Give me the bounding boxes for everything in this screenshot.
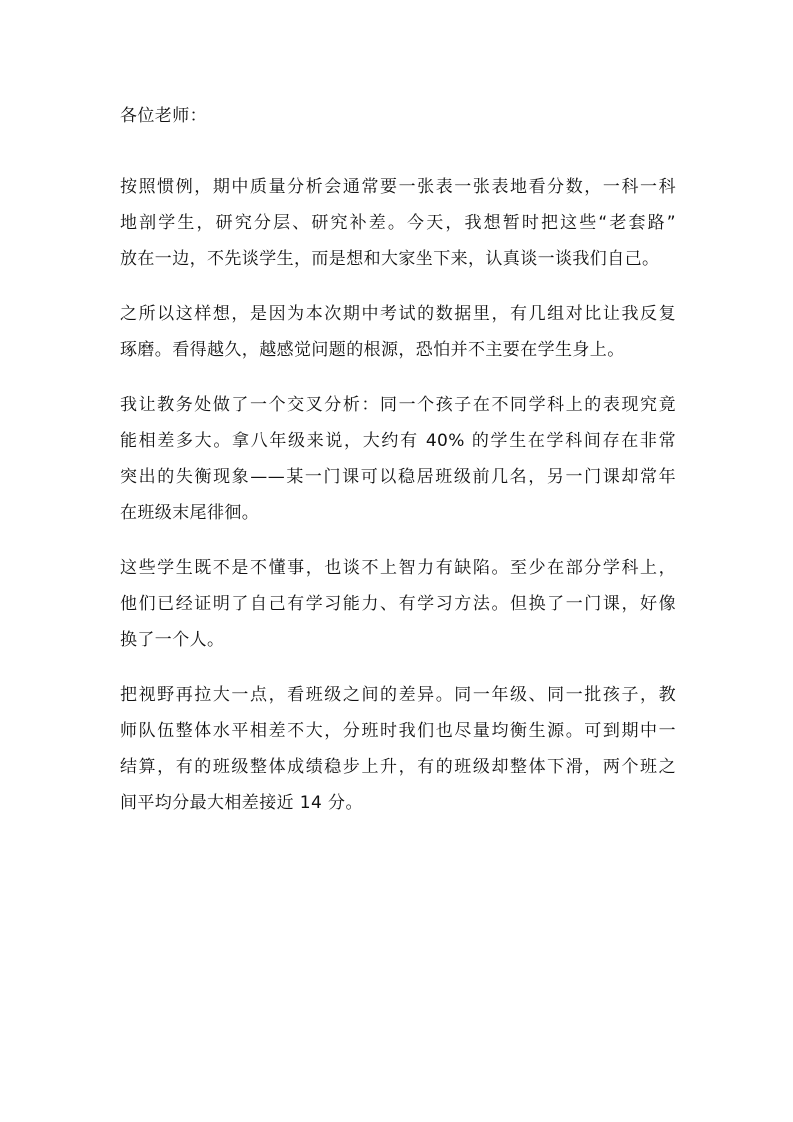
paragraph-line: 我让教务处做了一个交叉分析：同一个孩子在不同学科上的表现究竟	[120, 395, 676, 415]
paragraph-line: 师队伍整体水平相差不大，分班时我们也尽量均衡生源。可到期中一	[120, 721, 676, 741]
paragraph-line: 换了一个人。	[120, 630, 225, 650]
paragraph-line: 放在一边，不先谈学生，而是想和大家坐下来，认真谈一谈我们自己。	[120, 249, 660, 269]
paragraph-2	[120, 296, 676, 368]
paragraph-5	[120, 677, 676, 821]
paragraph-4	[120, 550, 676, 658]
paragraph-line: 结算，有的班级整体成绩稳步上升，有的班级却整体下滑，两个班之	[120, 757, 676, 777]
paragraph-line: 这些学生既不是不懂事，也谈不上智力有缺陷。至少在部分学科上，	[120, 558, 676, 578]
paragraph-line: 琢磨。看得越久，越感觉问题的根源，恐怕并不主要在学生身上。	[120, 340, 625, 360]
paragraph-3	[120, 387, 676, 531]
paragraph-line: 把视野再拉大一点，看班级之间的差异。同一年级、同一批孩子，教	[120, 685, 676, 705]
paragraph-line: 按照惯例，期中质量分析会通常要一张表一张表地看分数，一科一科	[120, 177, 676, 197]
document-body	[120, 98, 676, 840]
paragraph-line: 在班级末尾徘徊。	[120, 503, 260, 523]
paragraph-line: 地剖学生，研究分层、研究补差。今天，我想暂时把这些“老套路”	[120, 213, 676, 233]
paragraph-1	[120, 169, 676, 277]
paragraph-line: 能相差多大。拿八年级来说，大约有 40% 的学生在学科间存在非常	[120, 431, 676, 451]
paragraph-line: 他们已经证明了自己有学习能力、有学习方法。但换了一门课，好像	[120, 594, 676, 614]
greeting: 各位老师：	[120, 106, 207, 126]
paragraph-line: 间平均分最大相差接近 14 分。	[120, 793, 363, 813]
paragraph-line: 突出的失衡现象——某一门课可以稳居班级前几名，另一门课却常年	[120, 467, 676, 487]
paragraph-line: 之所以这样想，是因为本次期中考试的数据里，有几组对比让我反复	[120, 304, 676, 324]
